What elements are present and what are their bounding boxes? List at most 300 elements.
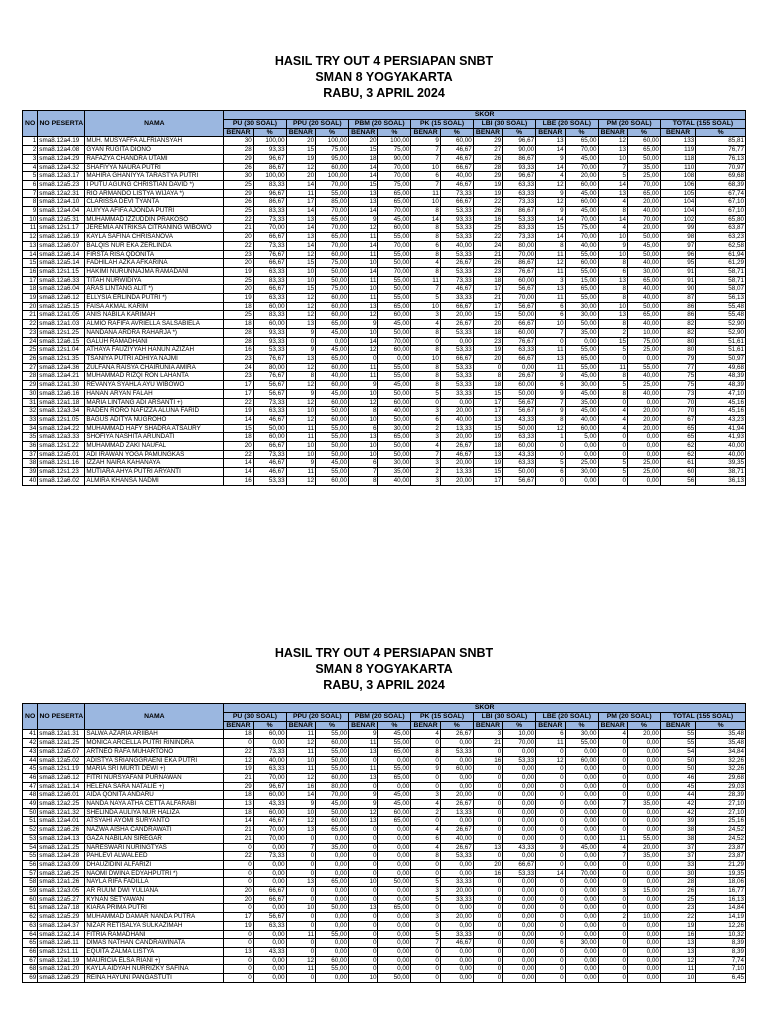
score-cell: 0,00 (253, 930, 286, 939)
score-cell: 22 (224, 450, 253, 459)
row-number: 27 (23, 363, 38, 372)
score-cell: 3 (411, 459, 440, 468)
score-cell: 20,00 (627, 224, 660, 233)
score-cell: 8 (411, 747, 440, 756)
score-cell: 60,00 (316, 294, 349, 303)
total-pct: 18,06 (696, 878, 746, 887)
row-number: 17 (23, 276, 38, 285)
score-cell: 10 (349, 259, 378, 268)
score-cell: 18 (224, 320, 253, 329)
score-cell: 26 (224, 198, 253, 207)
row-number: 53 (23, 834, 38, 843)
participant-name: IZZAH NAIRA KAHANAYA (85, 459, 224, 468)
score-cell: 0 (411, 860, 440, 869)
score-cell: 40,00 (253, 756, 286, 765)
score-cell: 11 (349, 294, 378, 303)
table-row (23, 459, 746, 468)
score-cell: 0 (536, 956, 565, 965)
total-benar: 108 (660, 172, 695, 181)
total-benar: 97 (660, 241, 695, 250)
score-cell: 45,00 (316, 346, 349, 355)
score-cell: 19 (224, 765, 253, 774)
score-cell: 10,00 (627, 328, 660, 337)
score-cell: 11 (598, 363, 627, 372)
report-title: HASIL TRY OUT 4 PERSIAPAN SNBT (274, 54, 494, 68)
score-cell: 53,33 (440, 346, 473, 355)
score-cell: 65,00 (565, 137, 598, 146)
score-cell: 10 (349, 328, 378, 337)
score-cell: 0,00 (565, 947, 598, 956)
score-cell: 70,00 (503, 250, 536, 259)
score-cell: 0 (598, 354, 627, 363)
score-cell: 66,67 (440, 198, 473, 207)
score-cell: 0 (536, 800, 565, 809)
row-number: 66 (23, 947, 38, 956)
score-cell: 60,00 (440, 765, 473, 774)
row-number: 54 (23, 843, 38, 852)
score-cell: 0,00 (440, 782, 473, 791)
score-table (22, 110, 746, 486)
total-benar: 102 (660, 215, 695, 224)
score-cell: 0,00 (503, 904, 536, 913)
score-cell: 11 (536, 346, 565, 355)
score-cell: 65,00 (378, 189, 411, 198)
score-cell: 95,00 (316, 154, 349, 163)
score-cell: 35,00 (565, 328, 598, 337)
total-benar: 104 (660, 207, 695, 216)
table-row (23, 476, 746, 485)
score-cell: 50,00 (503, 424, 536, 433)
score-cell: 30,00 (378, 424, 411, 433)
score-cell: 25 (224, 276, 253, 285)
score-cell: 6 (349, 424, 378, 433)
score-cell: 70,00 (565, 163, 598, 172)
score-cell: 18 (224, 791, 253, 800)
row-number: 2 (23, 146, 38, 155)
score-cell: 60,00 (316, 381, 349, 390)
score-cell: 19 (224, 921, 253, 930)
participant-name: GYAN RUGITA DIONO (85, 146, 224, 155)
score-cell: 8 (536, 415, 565, 424)
participant-id: sma8.12a6.12 (38, 773, 85, 782)
score-cell: 0 (349, 843, 378, 852)
table-row (23, 834, 746, 843)
score-cell: 0 (349, 782, 378, 791)
score-cell: 0 (349, 860, 378, 869)
score-cell: 11 (349, 372, 378, 381)
score-cell: 0 (473, 817, 502, 826)
row-number: 13 (23, 241, 38, 250)
table-row (23, 965, 746, 974)
header-pct: % (378, 721, 411, 730)
score-cell: 10 (411, 302, 440, 311)
score-cell: 0 (536, 965, 565, 974)
score-cell: 60,00 (316, 302, 349, 311)
score-cell: 0 (473, 904, 502, 913)
score-cell: 15 (536, 224, 565, 233)
score-cell: 63,33 (253, 921, 286, 930)
row-number: 46 (23, 773, 38, 782)
score-cell: 8 (411, 346, 440, 355)
score-cell: 50,00 (378, 259, 411, 268)
header-section: LBI (30 SOAL) (473, 713, 535, 722)
score-cell: 5 (411, 930, 440, 939)
score-cell: 16 (473, 869, 502, 878)
score-cell: 100,00 (253, 137, 286, 146)
score-cell: 14 (286, 180, 315, 189)
score-cell: 9 (536, 407, 565, 416)
score-cell: 0 (536, 913, 565, 922)
score-cell: 22 (224, 241, 253, 250)
score-cell: 11 (286, 930, 315, 939)
score-cell: 0,00 (378, 354, 411, 363)
participant-id: sma8.12a4.10 (38, 198, 85, 207)
score-cell: 0,00 (503, 765, 536, 774)
score-cell: 43,33 (503, 415, 536, 424)
score-cell: 22 (473, 198, 502, 207)
score-cell: 13 (286, 826, 315, 835)
score-cell: 16 (224, 346, 253, 355)
score-cell: 0,00 (565, 337, 598, 346)
score-cell: 65,00 (627, 189, 660, 198)
score-cell: 7 (536, 398, 565, 407)
row-number: 26 (23, 354, 38, 363)
table-row (23, 415, 746, 424)
score-cell: 0 (473, 782, 502, 791)
participant-name: MAHIRA GHANIYYA TARASTYA PUTRI (85, 172, 224, 181)
score-cell: 0,00 (627, 782, 660, 791)
table-row (23, 250, 746, 259)
score-cell: 0 (598, 860, 627, 869)
header-nama: NAMA (85, 111, 224, 137)
score-cell: 0 (411, 773, 440, 782)
participant-id: sma8.12a3.34 (38, 407, 85, 416)
table-row (23, 198, 746, 207)
participant-id: sma8.12a3.05 (38, 887, 85, 896)
score-cell: 46,67 (440, 939, 473, 948)
score-cell: 0,00 (503, 817, 536, 826)
score-cell: 40,00 (440, 834, 473, 843)
score-cell: 0,00 (378, 956, 411, 965)
participant-id: sma8.12a1.25 (38, 739, 85, 748)
row-number: 64 (23, 930, 38, 939)
participant-id: sma8.12a4.29 (38, 154, 85, 163)
score-cell: 12 (286, 163, 315, 172)
participant-id: sma8.12a4.08 (38, 146, 85, 155)
score-cell: 11 (286, 433, 315, 442)
total-benar: 65 (660, 424, 695, 433)
score-cell: 70,00 (378, 267, 411, 276)
score-cell: 55,00 (378, 765, 411, 774)
score-cell: 0,00 (503, 773, 536, 782)
total-pct: 14,19 (696, 913, 746, 922)
score-cell: 63,33 (503, 180, 536, 189)
score-cell: 0,00 (253, 869, 286, 878)
total-benar: 95 (660, 259, 695, 268)
score-cell: 3 (598, 887, 627, 896)
score-cell: 0,00 (503, 930, 536, 939)
row-number: 61 (23, 904, 38, 913)
score-cell: 45,00 (378, 320, 411, 329)
row-number: 15 (23, 259, 38, 268)
score-cell: 0,00 (627, 965, 660, 974)
total-pct: 52,90 (696, 328, 746, 337)
score-cell: 60,00 (565, 424, 598, 433)
score-cell: 0 (598, 765, 627, 774)
participant-id: sma8.12s1.17 (38, 224, 85, 233)
score-cell: 21 (473, 250, 502, 259)
row-number: 34 (23, 424, 38, 433)
header-section: PPU (20 SOAL) (286, 713, 348, 722)
score-cell: 25,00 (627, 346, 660, 355)
score-cell: 0,00 (503, 974, 536, 983)
score-cell: 65,00 (627, 276, 660, 285)
score-cell: 15 (286, 285, 315, 294)
score-cell: 13 (598, 146, 627, 155)
score-cell: 0,00 (503, 956, 536, 965)
table-row (23, 739, 746, 748)
score-cell: 0 (224, 869, 253, 878)
total-pct: 10,32 (696, 930, 746, 939)
score-cell: 12 (349, 311, 378, 320)
score-cell: 26,67 (440, 800, 473, 809)
score-cell: 0,00 (627, 773, 660, 782)
row-number: 57 (23, 869, 38, 878)
score-cell: 26 (473, 154, 502, 163)
score-cell: 14 (598, 215, 627, 224)
participant-id: sma8.12a2.31 (38, 189, 85, 198)
total-benar: 23 (660, 904, 695, 913)
participant-id: sma8.12a4.32 (38, 163, 85, 172)
score-cell: 33,33 (440, 878, 473, 887)
score-cell: 46,67 (440, 285, 473, 294)
score-cell: 0,00 (565, 808, 598, 817)
total-pct: 47,10 (696, 389, 746, 398)
score-cell: 65,00 (316, 354, 349, 363)
participant-id: sma8.12s1.19 (38, 765, 85, 774)
score-cell: 40,00 (627, 320, 660, 329)
score-cell: 4 (598, 407, 627, 416)
score-cell: 0 (349, 930, 378, 939)
score-cell: 13,33 (440, 424, 473, 433)
score-cell: 8 (411, 363, 440, 372)
score-cell: 66,67 (440, 354, 473, 363)
score-cell: 45,00 (378, 730, 411, 739)
participant-name: NARESWARI NURINGTYAS (85, 843, 224, 852)
score-cell: 26,67 (440, 843, 473, 852)
row-number: 30 (23, 389, 38, 398)
score-cell: 66,67 (503, 860, 536, 869)
score-cell: 13 (286, 320, 315, 329)
participant-name: RAFAZYA CHANDRA UTAMI (85, 154, 224, 163)
total-benar: 61 (660, 459, 695, 468)
score-cell: 0,00 (565, 800, 598, 809)
participant-name: GAZA NABILAN SIREGAR (85, 834, 224, 843)
score-cell: 0,00 (627, 756, 660, 765)
score-cell: 53,33 (503, 215, 536, 224)
score-cell: 0 (224, 739, 253, 748)
score-cell: 100,00 (378, 137, 411, 146)
score-cell: 11 (349, 250, 378, 259)
score-cell: 12 (536, 259, 565, 268)
score-cell: 70,00 (565, 146, 598, 155)
score-cell: 6 (349, 459, 378, 468)
score-cell: 20,00 (440, 433, 473, 442)
score-cell: 66,67 (253, 442, 286, 451)
participant-name: CLARISSA DEVI TYANTA (85, 198, 224, 207)
score-cell: 0,00 (378, 860, 411, 869)
total-benar: 13 (660, 947, 695, 956)
score-cell: 3 (411, 791, 440, 800)
score-cell: 0,00 (627, 791, 660, 800)
row-number: 25 (23, 346, 38, 355)
participant-name: MAURICIA ELSA RIANI +) (85, 956, 224, 965)
score-cell: 0 (536, 450, 565, 459)
score-cell: 0,00 (503, 895, 536, 904)
table-row (23, 895, 746, 904)
header-benar: BENAR (598, 128, 627, 137)
score-cell: 27 (473, 146, 502, 155)
header-benar: BENAR (660, 128, 695, 137)
score-cell: 20 (473, 354, 502, 363)
score-cell: 73,33 (440, 276, 473, 285)
header-section: PK (15 SOAL) (411, 713, 473, 722)
score-cell: 2 (411, 808, 440, 817)
header-pct: % (440, 128, 473, 137)
score-cell: 12 (536, 424, 565, 433)
score-cell: 8 (411, 372, 440, 381)
score-cell: 0 (473, 913, 502, 922)
score-cell: 35,00 (627, 800, 660, 809)
score-cell: 75,00 (378, 146, 411, 155)
score-cell: 20 (473, 320, 502, 329)
score-cell: 0 (536, 895, 565, 904)
score-cell: 7 (286, 843, 315, 852)
header-pct: % (627, 128, 660, 137)
score-cell: 0,00 (627, 947, 660, 956)
score-cell: 45,00 (378, 791, 411, 800)
score-cell: 0 (349, 939, 378, 948)
score-cell: 55,00 (316, 965, 349, 974)
score-cell: 13 (598, 311, 627, 320)
score-cell: 8 (349, 407, 378, 416)
header-benar: BENAR (536, 128, 565, 137)
score-cell: 0,00 (627, 895, 660, 904)
score-cell: 13 (286, 878, 315, 887)
score-cell: 23 (224, 372, 253, 381)
total-benar: 11 (660, 965, 695, 974)
score-cell: 55,00 (565, 250, 598, 259)
score-cell: 13 (349, 198, 378, 207)
table-row (23, 259, 746, 268)
score-cell: 40,00 (440, 172, 473, 181)
total-benar: 70 (660, 398, 695, 407)
score-cell: 0 (473, 974, 502, 983)
score-cell: 9 (536, 843, 565, 852)
score-cell: 40,00 (565, 241, 598, 250)
total-benar: 56 (660, 476, 695, 485)
score-cell: 10 (349, 415, 378, 424)
row-number: 14 (23, 250, 38, 259)
score-cell: 8 (598, 372, 627, 381)
participant-name: FAISA AKMAL KARIM (85, 302, 224, 311)
score-cell: 65,00 (316, 215, 349, 224)
score-cell: 30,00 (565, 311, 598, 320)
total-benar: 30 (660, 869, 695, 878)
participant-name: MARIA SRI MURTI DEWI +) (85, 765, 224, 774)
score-cell: 20,00 (627, 415, 660, 424)
score-cell: 50,00 (378, 415, 411, 424)
score-cell: 0,00 (440, 756, 473, 765)
score-cell: 70,00 (503, 294, 536, 303)
score-cell: 0 (224, 974, 253, 983)
score-cell: 13 (473, 450, 502, 459)
score-cell: 0 (473, 887, 502, 896)
table-row (23, 407, 746, 416)
score-cell: 3 (411, 476, 440, 485)
score-cell: 55,00 (316, 930, 349, 939)
score-cell: 11 (536, 267, 565, 276)
score-cell: 0 (473, 939, 502, 948)
table-row (23, 381, 746, 390)
score-cell: 0,00 (316, 887, 349, 896)
participant-id: sma8.12s1.04 (38, 346, 85, 355)
row-number: 5 (23, 172, 38, 181)
score-cell: 85,00 (316, 198, 349, 207)
row-number: 21 (23, 311, 38, 320)
score-cell: 12 (286, 817, 315, 826)
score-cell: 4 (536, 172, 565, 181)
score-cell: 17 (473, 407, 502, 416)
score-cell: 11 (286, 765, 315, 774)
participant-name: PAHLEVI ALWALEED (85, 852, 224, 861)
score-cell: 65,00 (316, 233, 349, 242)
total-benar: 44 (660, 791, 695, 800)
row-number: 65 (23, 939, 38, 948)
score-cell: 6 (536, 381, 565, 390)
score-cell: 0,00 (503, 826, 536, 835)
header-benar: BENAR (224, 721, 253, 730)
table-row (23, 276, 746, 285)
score-cell: 0,00 (440, 773, 473, 782)
header-section: LBE (20 SOAL) (536, 713, 598, 722)
score-cell: 0,00 (378, 826, 411, 835)
score-cell: 8 (411, 233, 440, 242)
score-cell: 0,00 (378, 756, 411, 765)
table-row (23, 346, 746, 355)
header-pct: % (696, 128, 746, 137)
participant-id: sma8.12s1.22 (38, 442, 85, 451)
score-cell: 15 (349, 180, 378, 189)
score-cell: 0 (536, 887, 565, 896)
score-cell: 18 (224, 808, 253, 817)
score-cell: 65,00 (378, 817, 411, 826)
score-cell: 0,00 (627, 817, 660, 826)
score-cell: 93,33 (253, 146, 286, 155)
score-cell: 25,00 (627, 459, 660, 468)
score-cell: 21 (224, 826, 253, 835)
score-cell: 75,00 (627, 337, 660, 346)
score-cell: 10 (349, 974, 378, 983)
total-benar: 119 (660, 146, 695, 155)
total-benar: 60 (660, 468, 695, 477)
score-cell: 70,00 (378, 163, 411, 172)
participant-id: sma8.12a4.22 (38, 424, 85, 433)
score-cell: 0,00 (565, 450, 598, 459)
participant-id: sma8.12a4.13 (38, 834, 85, 843)
score-cell: 11 (411, 189, 440, 198)
score-cell: 15 (224, 424, 253, 433)
